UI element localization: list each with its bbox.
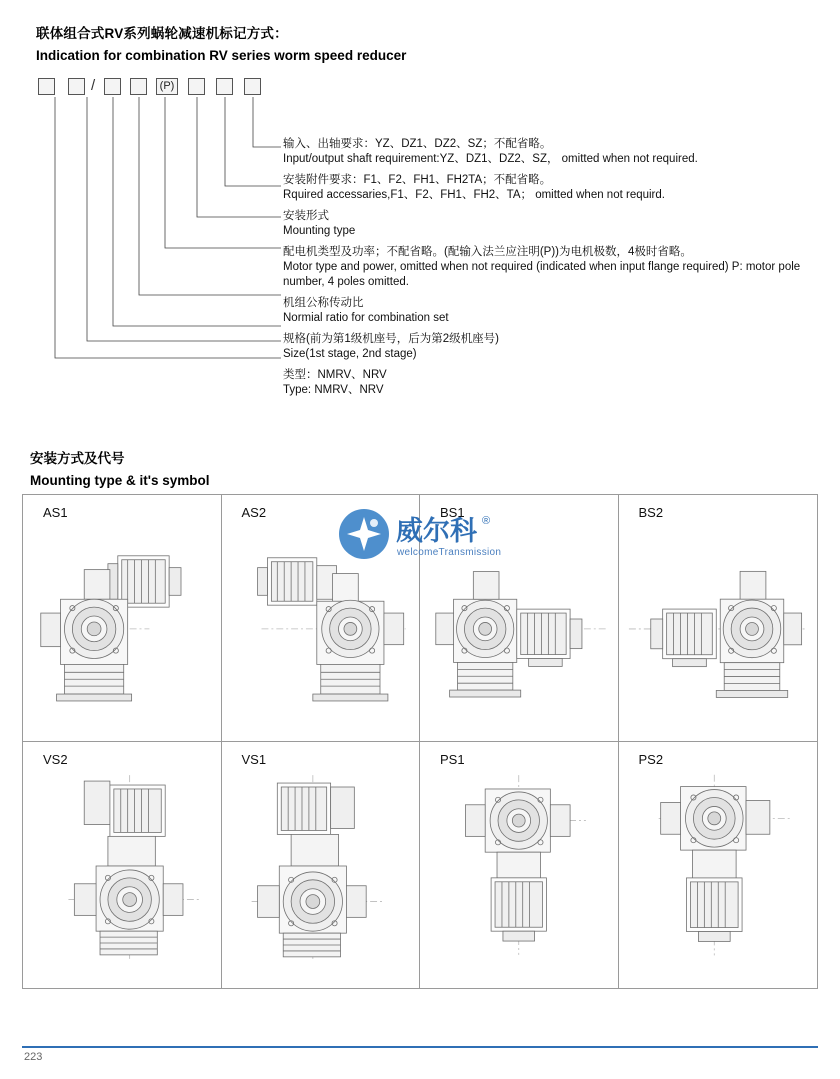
mounting-cell-as2	[222, 495, 421, 742]
mounting-label: BS1	[440, 505, 465, 520]
mounting-cell-bs1	[420, 495, 619, 742]
legend-item-cn: 规格(前为第1级机座号，后为第2级机座号)	[283, 333, 499, 345]
mounting-cell-bs2	[619, 495, 818, 742]
legend-item-en: Motor type and power, omitted when not required (indicated when input flange required) P: motor pole number, 4 poles omitted.	[283, 261, 801, 288]
mounting-cell-as1	[23, 495, 222, 742]
section-indication-heading	[36, 22, 806, 63]
legend-item-en: Mounting type	[283, 225, 356, 237]
mounting-label: PS1	[440, 751, 465, 767]
mounting-label: PS2	[638, 751, 664, 767]
mounting-cell-ps1	[420, 742, 619, 989]
code-box-1	[38, 78, 55, 95]
legend-item	[283, 245, 803, 290]
legend-item-cn: 机组公称传动比	[283, 297, 364, 309]
mounting-label: AS2	[241, 505, 267, 520]
legend-item-en: Input/output shaft requirement:YZ、DZ1、DZ2、SZ， omitted when not required.	[283, 153, 698, 165]
legend-item	[283, 173, 803, 203]
legend-item-cn: 输入、出轴要求：YZ、DZ1、DZ2、SZ；不配省略。	[283, 138, 552, 150]
gearbox-diagram-vs1	[222, 760, 420, 972]
legend-item-cn: 类型：NMRV、NRV	[283, 369, 387, 381]
legend-item-en: Normial ratio for combination set	[283, 312, 449, 324]
section-title-cn: 联体组合式RV系列蜗轮减速机标记方式：	[36, 26, 288, 41]
mounting-label: VS2	[43, 751, 68, 767]
registered-mark: ®	[482, 515, 491, 527]
code-box-6	[216, 78, 233, 95]
legend-item-en: Type: NMRV、NRV	[283, 384, 384, 396]
mounting-title-cn: 安装方式及代号	[30, 451, 125, 466]
legend-item-en: Size(1st stage, 2nd stage)	[283, 348, 417, 360]
gearbox-diagram-bs1	[420, 513, 618, 725]
code-box-p: (P)	[156, 78, 178, 95]
mounting-cell-vs2	[23, 742, 222, 989]
mounting-type-grid	[22, 494, 818, 989]
legend-item	[283, 137, 803, 167]
legend-item-cn: 配电机类型及功率；不配省略。(配输入法兰应注明(P))为电机极数，4极时省略。	[283, 246, 692, 258]
footer-rule	[22, 1046, 818, 1048]
mounting-label: BS2	[638, 505, 664, 520]
mounting-cell-vs1	[222, 742, 421, 989]
code-box-4	[130, 78, 147, 95]
gearbox-diagram-ps1	[420, 760, 618, 972]
gearbox-diagram-as2	[222, 513, 420, 725]
logo-text-en: welcomeTransmission	[397, 547, 502, 558]
code-separator: /	[91, 77, 96, 94]
legend-item-cn: 安装附件要求：F1、F2、FH1、FH2TA；不配省略。	[283, 174, 552, 186]
section-title-en: Indication for combination RV series worm speed reducer	[36, 48, 407, 63]
mounting-title-en: Mounting type & it's symbol	[30, 473, 210, 488]
code-box-3	[104, 78, 121, 95]
logo-text-cn: 威尔科	[396, 516, 477, 546]
gearbox-diagram-bs2	[619, 513, 818, 725]
mounting-label: AS1	[43, 505, 68, 520]
legend-list	[283, 137, 803, 404]
section-mounting-heading	[30, 447, 209, 488]
legend-item-en: Rquired accessaries,F1、F2、FH1、FH2、TA； omitted when not requird.	[283, 189, 665, 201]
gearbox-diagram-vs2	[23, 760, 221, 972]
legend-item	[283, 209, 803, 239]
legend-item	[283, 368, 803, 398]
gearbox-diagram-ps2	[619, 760, 818, 972]
legend-item	[283, 296, 803, 326]
legend-item	[283, 332, 803, 362]
mounting-cell-ps2	[619, 742, 818, 989]
legend-item-cn: 安装形式	[283, 210, 329, 222]
code-box-7	[244, 78, 261, 95]
code-box-5	[188, 78, 205, 95]
page-number: 223	[24, 1051, 43, 1063]
code-box-2	[68, 78, 85, 95]
gearbox-diagram-as1	[23, 513, 221, 725]
mounting-label: VS1	[241, 751, 267, 767]
